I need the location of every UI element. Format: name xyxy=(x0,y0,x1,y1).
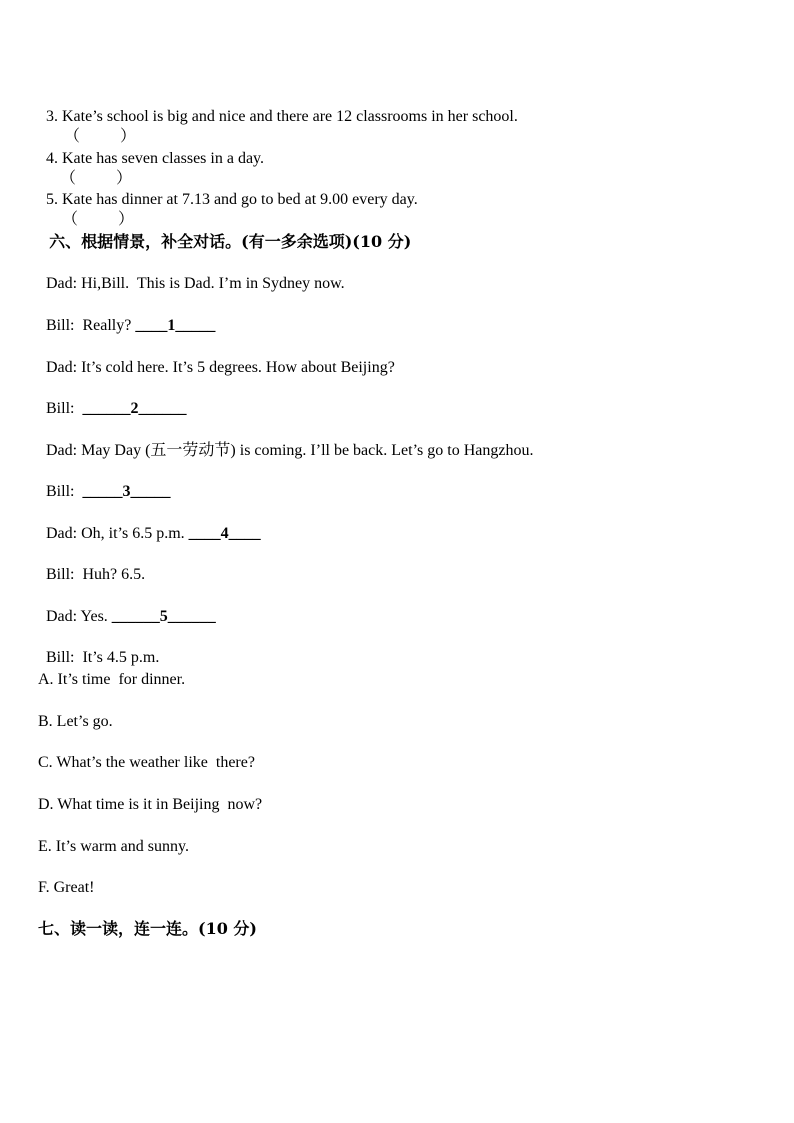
answer-blank-5[interactable]: ______5______ xyxy=(111,608,216,625)
dialogue-text: Dad: May Day (五一劳动节) is coming. I’ll be back. Let’s go to Hangzhou. xyxy=(46,442,534,459)
answer-parentheses[interactable]: （ ） xyxy=(60,170,133,187)
option-c: C. What’s the weather like there? xyxy=(38,754,255,771)
dialogue-line xyxy=(38,296,215,336)
section-6-points: (10 分) xyxy=(352,232,412,251)
dialogue-line xyxy=(38,379,186,419)
dialogue-line xyxy=(38,545,145,585)
dialogue-text: Bill: xyxy=(46,400,83,417)
section-6-heading xyxy=(38,212,411,252)
dialogue-text: Dad: Hi,Bill. This is Dad. I’m in Sydney now. xyxy=(46,275,345,292)
dialogue-text: Bill: Really? xyxy=(46,317,136,334)
dialogue-text: Bill: It’s 4.5 p.m. xyxy=(46,649,160,666)
option-e: E. It’s warm and sunny. xyxy=(38,838,189,855)
judge-item-text: 3. Kate’s school is big and nice and there are 12 classrooms in her school. xyxy=(46,108,518,125)
dialogue-line xyxy=(38,462,170,502)
answer-blank-4[interactable]: ____4____ xyxy=(188,525,261,542)
judge-item-text: 5. Kate has dinner at 7.13 and go to bed at 9.00 every day. xyxy=(46,191,418,208)
dialogue-line xyxy=(38,254,345,294)
judge-item-text: 4. Kate has seven classes in a day. xyxy=(46,150,264,167)
answer-parentheses[interactable]: （ ） xyxy=(64,128,137,145)
dialogue-line xyxy=(38,421,533,461)
option-a: A. It’s time for dinner. xyxy=(38,671,186,688)
section-7-heading: 七、读一读，连一连。(10 分) xyxy=(38,919,257,938)
answer-blank-2[interactable]: ______2______ xyxy=(82,400,187,417)
dialogue-text: Bill: xyxy=(46,483,83,500)
dialogue-line xyxy=(38,628,159,668)
section-6-instruction: 六、根据情景，补全对话。(有一多余选项) xyxy=(49,232,353,251)
answer-blank-1[interactable]: ____1_____ xyxy=(135,317,216,334)
dialogue-text: Dad: Yes. xyxy=(46,608,112,625)
dialogue-text: Bill: Huh? 6.5. xyxy=(46,566,146,583)
answer-parentheses[interactable]: （ ） xyxy=(62,211,135,228)
option-d: D. What time is it in Beijing now? xyxy=(38,796,263,813)
dialogue-line xyxy=(38,504,261,544)
option-f: F. Great! xyxy=(38,879,95,896)
dialogue-line xyxy=(38,587,216,627)
dialogue-text: Dad: Oh, it’s 6.5 p.m. xyxy=(46,525,189,542)
option-b: B. Let’s go. xyxy=(38,713,113,730)
dialogue-text: Dad: It’s cold here. It’s 5 degrees. How about Beijing? xyxy=(46,359,395,376)
answer-blank-3[interactable]: _____3_____ xyxy=(82,483,171,500)
dialogue-line xyxy=(38,338,395,378)
